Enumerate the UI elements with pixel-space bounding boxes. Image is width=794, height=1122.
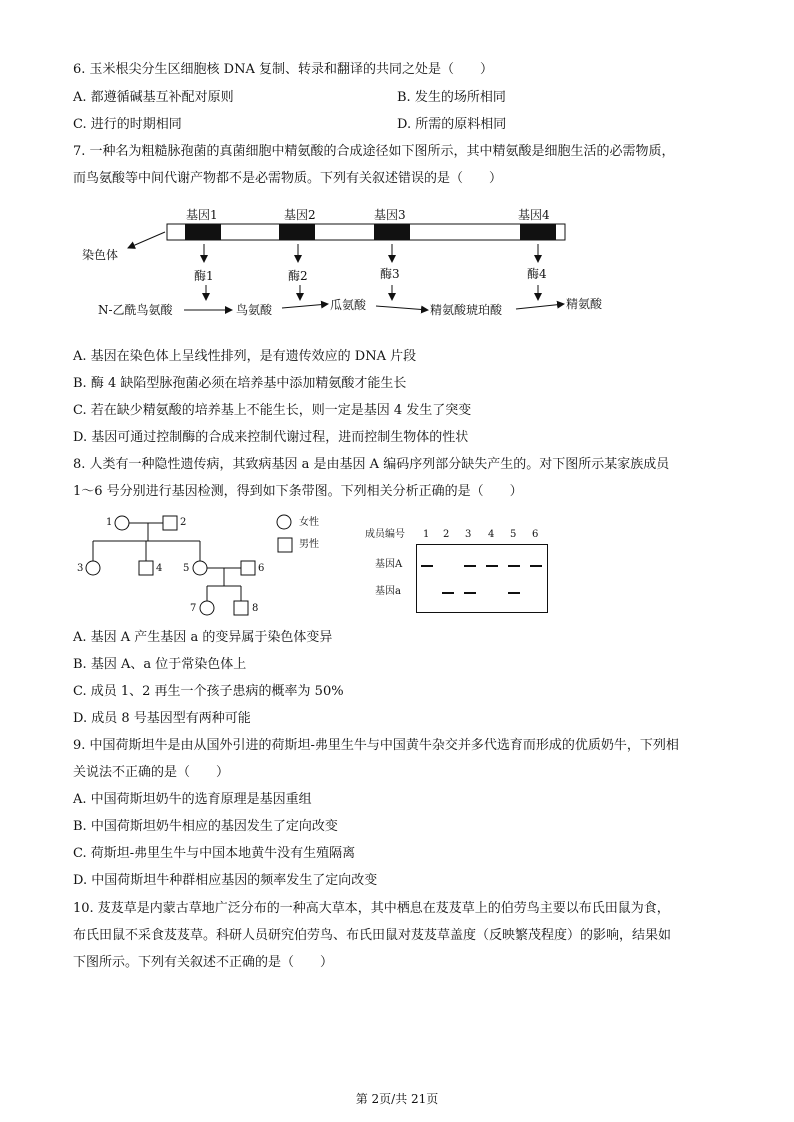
gene3-segment — [374, 224, 410, 240]
q7-option-d: D. 基因可通过控制酶的合成来控制代谢过程，进而控制生物体的性状 — [73, 430, 469, 445]
q9-stem-line2: 关说法不正确的是（ ） — [73, 765, 230, 780]
gel-lane-1: 1 — [423, 529, 430, 540]
legend-male-label: 男性 — [299, 539, 319, 550]
legend-male-symbol — [278, 538, 292, 552]
member4-symbol — [139, 561, 153, 575]
q9-stem-line1: 9. 中国荷斯坦牛是由从国外引进的荷斯坦-弗里生牛与中国黄牛杂交并多代选育而形成的优质奶牛，下列相 — [73, 738, 679, 753]
member8-number: 8 — [252, 603, 259, 614]
gel-band-row1-lane1 — [421, 565, 433, 567]
member8-symbol — [234, 601, 248, 615]
member1-symbol — [115, 516, 129, 530]
enzyme2-label: 酶2 — [288, 269, 308, 283]
member2-number: 2 — [180, 517, 187, 528]
member5-number: 5 — [183, 563, 190, 574]
substance-citrulline: 瓜氨酸 — [330, 298, 367, 312]
substance-argininosuccinate: 精氨酸琥珀酸 — [430, 303, 503, 317]
gene1-segment — [185, 224, 221, 240]
gel-band-row2-lane2 — [442, 592, 454, 594]
substance-n-acetylornithine: N-乙酰鸟氨酸 — [98, 303, 173, 317]
q8-option-c: C. 成员 1、2 再生一个孩子患病的概率为 50% — [73, 684, 344, 699]
q9-option-d: D. 中国荷斯坦牛种群相应基因的频率发生了定向改变 — [73, 873, 378, 888]
gel-band-row1-lane3 — [464, 565, 476, 567]
q9-option-a: A. 中国荷斯坦奶牛的选育原理是基因重组 — [73, 792, 312, 807]
pathway-diagram — [0, 200, 794, 330]
reaction2-arrow — [282, 304, 328, 308]
gel-row-label-a-lower: 基因a — [375, 586, 401, 597]
member3-symbol — [86, 561, 100, 575]
member6-symbol — [241, 561, 255, 575]
pedigree-chart — [0, 508, 360, 618]
enzyme4-label: 酶4 — [527, 267, 547, 281]
gene3-label: 基因3 — [374, 208, 406, 222]
member7-symbol — [200, 601, 214, 615]
q7-option-c: C. 若在缺少精氨酸的培养基上不能生长，则一定是基因 4 发生了突变 — [73, 403, 472, 418]
gel-bands — [360, 522, 560, 622]
reaction4-arrow — [516, 304, 564, 309]
gene4-label: 基因4 — [518, 208, 550, 222]
gel-lane-3: 3 — [465, 529, 472, 540]
legend-female-symbol — [277, 515, 291, 529]
chromosome-bar — [167, 224, 565, 240]
enzyme1-label: 酶1 — [194, 269, 214, 283]
gel-band-row2-lane5 — [508, 592, 520, 594]
member3-number: 3 — [77, 563, 84, 574]
gel-lane-4: 4 — [488, 529, 495, 540]
substance-ornithine: 鸟氨酸 — [236, 303, 273, 317]
gel-row-label-a-upper: 基因A — [375, 559, 403, 570]
gel-band-chart — [360, 522, 560, 622]
gel-lane-6: 6 — [532, 529, 539, 540]
gene1-label: 基因1 — [186, 208, 218, 222]
member1-number: 1 — [106, 517, 113, 528]
member7-number: 7 — [190, 603, 197, 614]
q7-option-b: B. 酶 4 缺陷型脉孢菌必须在培养基中添加精氨酸才能生长 — [73, 376, 407, 391]
q7-stem-line2: 而鸟氨酸等中间代谢产物都不是必需物质。下列有关叙述错误的是（ ） — [73, 171, 503, 186]
q6-option-a: A. 都遵循碱基互补配对原则 — [73, 90, 234, 105]
gel-lane-2: 2 — [443, 529, 450, 540]
gene4-segment — [520, 224, 556, 240]
q10-stem-line3: 下图所示。下列有关叙述不正确的是（ ） — [73, 955, 334, 970]
q7-option-a: A. 基因在染色体上呈线性排列，是有遗传效应的 DNA 片段 — [73, 349, 417, 364]
q8-option-a: A. 基因 A 产生基因 a 的变异属于染色体变异 — [73, 630, 333, 645]
gel-band-row1-lane5 — [508, 565, 520, 567]
gel-header: 成员编号 — [365, 529, 405, 540]
q6-stem: 6. 玉米根尖分生区细胞核 DNA 复制、转录和翻译的共同之处是（ ） — [73, 62, 493, 77]
chromosome-pointer-arrow — [128, 232, 165, 248]
q8-stem-line1: 8. 人类有一种隐性遗传病，其致病基因 a 是由基因 A 编码序列部分缺失产生的。对下图所示某家族成员 — [73, 457, 670, 472]
member6-number: 6 — [258, 563, 265, 574]
member2-symbol — [163, 516, 177, 530]
legend-female-label: 女性 — [299, 517, 319, 528]
q10-stem-line2: 布氏田鼠不采食芨芨草。科研人员研究伯劳鸟、布氏田鼠对芨芨草盖度（反映繁茂程度）的影响，结果如 — [73, 928, 672, 943]
page-footer: 第 2页/共 21页 — [355, 1092, 439, 1106]
gene2-label: 基因2 — [284, 208, 316, 222]
member5-symbol — [193, 561, 207, 575]
gel-band-row2-lane3 — [464, 592, 476, 594]
q6-option-d: D. 所需的原料相同 — [397, 117, 507, 132]
q9-option-c: C. 荷斯坦-弗里生牛与中国本地黄牛没有生殖隔离 — [73, 846, 356, 861]
gene2-segment — [279, 224, 315, 240]
gel-lane-5: 5 — [510, 529, 517, 540]
gel-band-row1-lane6 — [530, 565, 542, 567]
q10-stem-line1: 10. 芨芨草是内蒙古草地广泛分布的一种高大草本，其中栖息在芨芨草上的伯劳鸟主要以布氏田鼠为食， — [73, 901, 670, 916]
chromosome-label: 染色体 — [82, 248, 119, 262]
reaction3-arrow — [376, 306, 428, 310]
member4-number: 4 — [156, 563, 163, 574]
substance-arginine: 精氨酸 — [566, 297, 603, 311]
q8-option-b: B. 基因 A、a 位于常染色体上 — [73, 657, 247, 672]
q8-option-d: D. 成员 8 号基因型有两种可能 — [73, 711, 251, 726]
q6-option-b: B. 发生的场所相同 — [397, 90, 506, 105]
q6-option-c: C. 进行的时期相同 — [73, 117, 182, 132]
q8-stem-line2: 1～6 号分别进行基因检测，得到如下条带图。下列相关分析正确的是（ ） — [73, 484, 523, 499]
gel-band-row1-lane4 — [486, 565, 498, 567]
q7-stem-line1: 7. 一种名为粗糙脉孢菌的真菌细胞中精氨酸的合成途径如下图所示，其中精氨酸是细胞生活的必需物质， — [73, 144, 675, 159]
q9-option-b: B. 中国荷斯坦奶牛相应的基因发生了定向改变 — [73, 819, 338, 834]
enzyme3-label: 酶3 — [380, 267, 400, 281]
